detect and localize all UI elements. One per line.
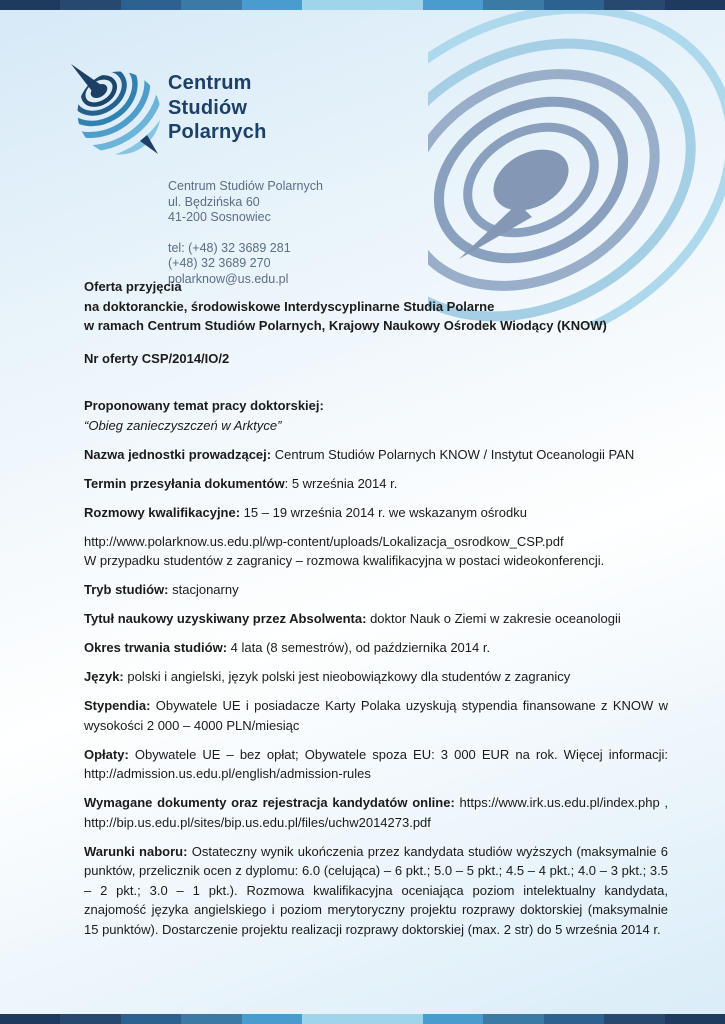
contact-block [168, 179, 323, 287]
paragraph-label: Warunki naboru: [84, 843, 188, 859]
paragraph [84, 445, 668, 465]
paragraph [84, 474, 668, 494]
paragraph-label: Termin przesyłania dokumentów [84, 475, 285, 491]
paragraph-text: 15 – 19 września 2014 r. we wskazanym ośrodku [240, 504, 527, 520]
paragraph-text: Obywatele UE – bez opłat; Obywatele spoza EU: 3 000 EUR na rok. Więcej informacji: http://admission.us.edu.pl/english/admission-rules [84, 746, 668, 781]
paragraph [84, 396, 668, 435]
paragraph-label: Stypendia: [84, 698, 151, 713]
bar-segment [121, 0, 181, 10]
paragraph-text: doktor Nauk o Ziemi w zakresie oceanologii [366, 611, 621, 626]
bar-segment [181, 0, 241, 10]
paragraph [84, 793, 668, 832]
paragraph-label: Język: [84, 669, 124, 684]
globe-logo-icon [55, 55, 165, 167]
contact-line: 41-200 Sosnowiec [168, 210, 271, 224]
bar-segment [544, 1014, 604, 1024]
contact-line: Centrum Studiów Polarnych [168, 179, 323, 193]
paragraph-text: polski i angielski, język polski jest nieobowiązkowy dla studentów z zagranicy [123, 669, 571, 684]
bar-segment [242, 1014, 302, 1024]
bar-segment [665, 1014, 725, 1024]
bar-segment [181, 1014, 241, 1024]
document-body [84, 277, 668, 949]
paragraph-text: W przypadku studentów z zagranicy – rozmowa kwalifikacyjna w postaci wideokonferencji. [84, 553, 605, 568]
bar-segment [604, 0, 664, 10]
paragraph [84, 842, 668, 940]
bar-segment [483, 1014, 543, 1024]
bar-segment [423, 1014, 483, 1024]
paragraph-text: “Obieg zanieczyszczeń w Arktyce” [84, 417, 282, 433]
bar-segment [60, 1014, 120, 1024]
paragraph-label: Wymagane dokumenty oraz rejestracja kandydatów online: [84, 795, 455, 810]
spacer [168, 226, 323, 241]
bar-segment [544, 0, 604, 10]
bar-segment [0, 1014, 60, 1024]
paragraph-label: Tytuł naukowy uzyskiwany przez Absolwenta: [84, 611, 367, 626]
contact-line: ul. Będzińska 60 [168, 194, 260, 209]
paragraph-text: stacjonarny [168, 582, 239, 597]
bar-segment [121, 1014, 181, 1024]
logo-wordmark-line: Studiów [168, 96, 248, 119]
title-line: na doktoranckie, środowiskowe Interdyscyplinarne Studia Polarne [84, 298, 495, 314]
contact-line: polarknow@us.edu.pl [168, 271, 289, 286]
paragraph [84, 745, 668, 784]
logo-wordmark [168, 71, 267, 145]
paragraph-text: : 5 września 2014 r. [284, 475, 398, 491]
paragraph-label: Opłaty: [84, 746, 129, 762]
paragraph-text: Obywatele UE i posiadacze Karty Polaka uzyskują stypendia finansowane z KNOW w wysokości 2 000 – 4000 PLN/miesiąc [84, 698, 668, 733]
paragraph [84, 609, 668, 629]
paragraph [84, 667, 668, 687]
paragraph-text: Centrum Studiów Polarnych KNOW / Instytut Oceanologii PAN [271, 446, 635, 462]
bar-segment [483, 0, 543, 10]
paragraph-text: Ostateczny wynik ukończenia przez kandydata studiów wyższych (maksymalnie 6 punktów, przelicznik ocen z dyplomu: 6.0 (celująca) – 6 pkt.; 5.0 – 5 pkt.; 4.5 – 4 pkt.; 4.0 – 3 pkt.; 3.5 – 2 pkt.; 3.0 – 1 pkt.). Rozmowa kwalifikacyjna oceniająca poziom intelektualny kandydata, znajomość języka angielskiego i poziom merytoryczny projektu rozprawy doktorskiej (maksymalnie 15 punktów). Dostarczenie projektu realizacji rozprawy doktorskiej (max. 2 str) do 5 września 2014 r. [84, 843, 668, 937]
contact-line: tel: (+48) 32 3689 281 [168, 240, 291, 255]
paragraph-text: 4 lata (8 semestrów), od października 2014 r. [227, 640, 491, 655]
paragraph-text: https://www.irk.us.edu.pl/index.php , http://bip.us.edu.pl/sites/bip.us.edu.pl/files/uchw2014273.pdf [84, 795, 669, 830]
paragraph [84, 503, 668, 523]
contact-line: (+48) 32 3689 270 [168, 256, 271, 270]
paragraph [84, 532, 668, 571]
paragraph-label: Nazwa jednostki prowadzącej: [84, 446, 272, 462]
title-line: Oferta przyjęcia [84, 279, 182, 294]
paragraph-label: Tryb studiów: [84, 582, 169, 597]
bar-segment [302, 0, 362, 10]
paragraph [84, 696, 668, 735]
paragraph [84, 638, 668, 658]
paragraph-text: http://www.polarknow.us.edu.pl/wp-content/uploads/Lokalizacja_osrodkow_CSP.pdf [84, 533, 564, 549]
paragraph-label: Okres trwania studiów: [84, 640, 228, 655]
logo-wordmark-line: Polarnych [168, 121, 267, 143]
bar-segment [302, 1014, 362, 1024]
bar-segment [665, 0, 725, 10]
top-decoration-bar [0, 0, 725, 10]
bottom-decoration-bar [0, 1014, 725, 1024]
logo-wordmark-line: Centrum [168, 72, 252, 94]
bar-segment [423, 0, 483, 10]
bar-segment [363, 1014, 423, 1024]
document-title [84, 277, 668, 336]
bar-segment [60, 0, 120, 10]
title-line: w ramach Centrum Studiów Polarnych, Krajowy Naukowy Ośrodek Wiodący (KNOW) [84, 318, 607, 333]
bar-segment [0, 0, 60, 10]
bar-segment [363, 0, 423, 10]
paragraph-label: Proponowany temat pracy doktorskiej: [84, 398, 324, 413]
paragraph [84, 580, 668, 600]
offer-number: Nr oferty CSP/2014/IO/2 [84, 350, 230, 366]
bar-segment [604, 1014, 664, 1024]
paragraph-list [84, 396, 668, 939]
bar-segment [242, 0, 302, 10]
paragraph-label: Rozmowy kwalifikacyjne: [84, 504, 241, 520]
